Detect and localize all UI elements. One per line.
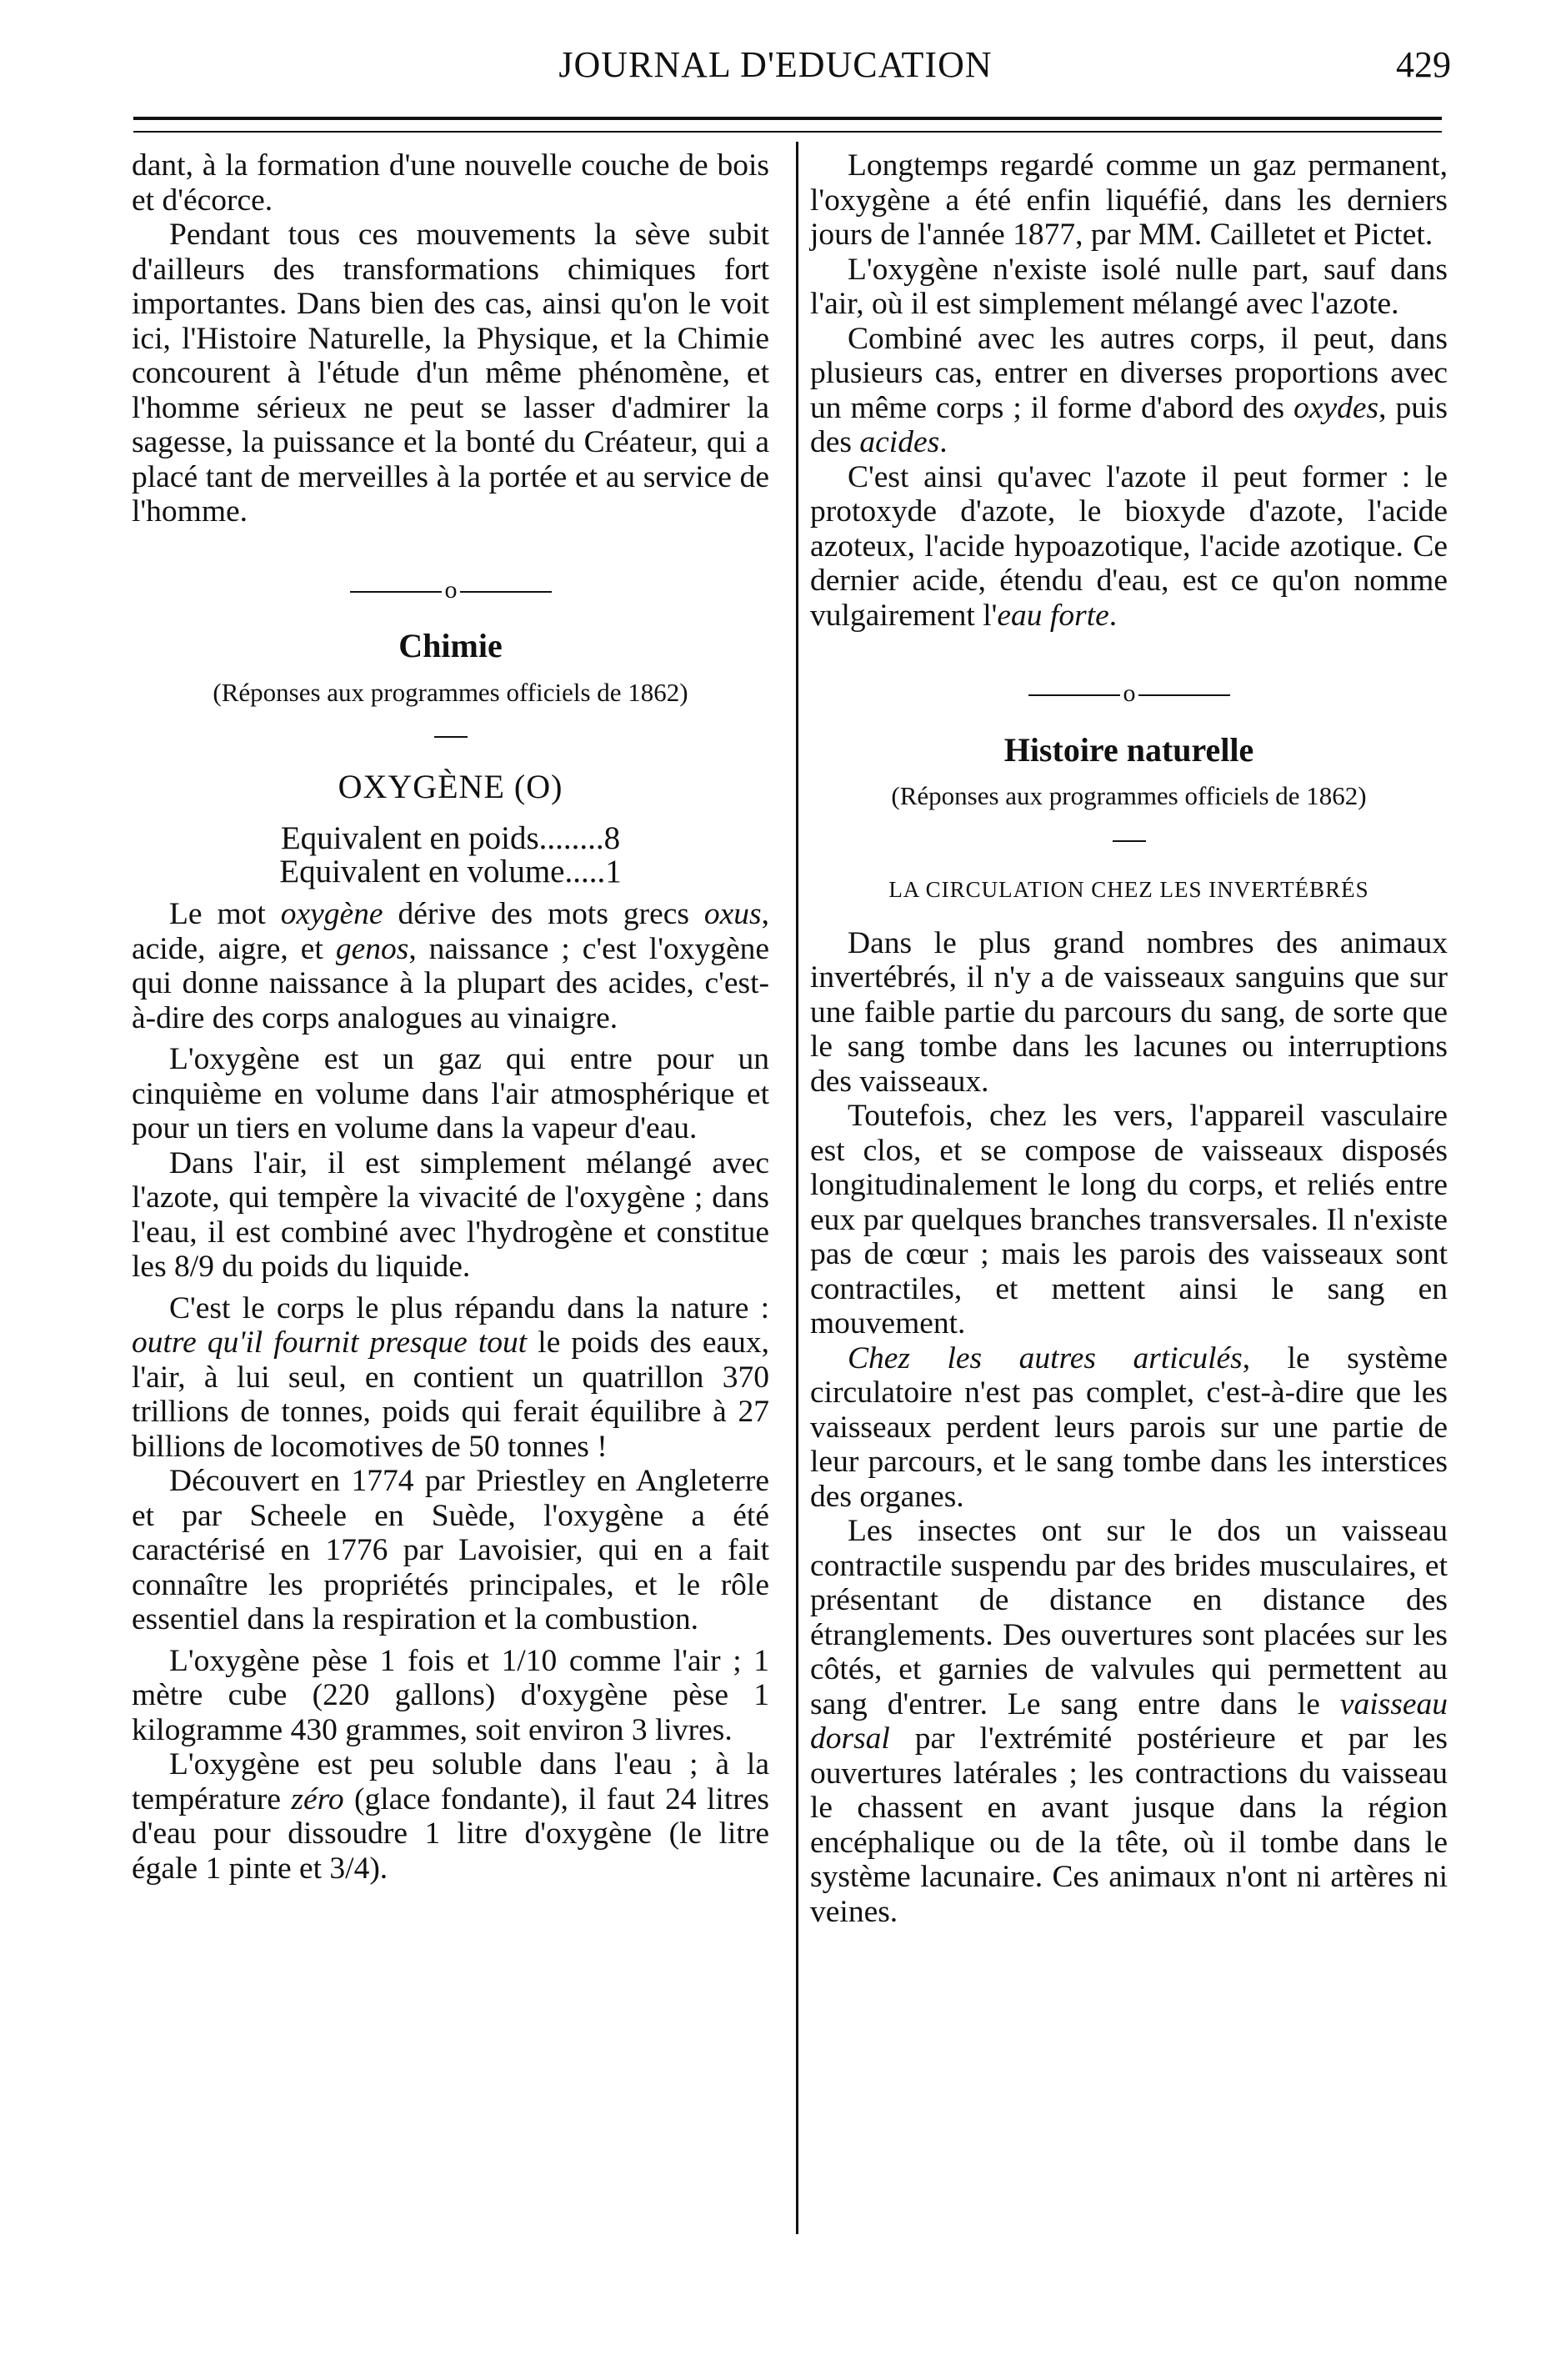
right-paragraph-3: Combiné avec les autres corps, il peut, dans plusieurs cas, entrer en diverses proportions avec un même corps ; il forme d'abord des oxydes, puis des acides. — [810, 321, 1448, 459]
section-title-chimie: Chimie — [398, 627, 503, 664]
left-paragraph-9: L'oxygène est peu soluble dans l'eau ; à la température zéro (glace fondante), il faut 24 litres d'eau pour dissoudre 1 litre d'oxygène (le litre égale 1 pinte et 3/4). — [132, 1747, 769, 1886]
right-paragraph-4: C'est ainsi qu'avec l'azote il peut former : le protoxyde d'azote, le bioxyde d'azote, l'acide azoteux, l'acide hypoazotique, l'acide azotique. Ce dernier acide, étendu d'eau, est ce qu'on nomme vulgairement l'eau forte. — [810, 459, 1448, 633]
right-paragraph-6: Toutefois, chez les vers, l'appareil vasculaire est clos, et se compose de vaisseaux disposés longitudinalement le long du corps, et reliés entre eux par quelques branches transversales. Il n'existe pas de cœur ; mais les parois des vaisseaux sont contractiles, et mettent ainsi le sang en mouvement. — [810, 1099, 1448, 1340]
equivalent-volume: Equivalent en volume.....1 — [279, 854, 622, 889]
right-paragraph-2: L'oxygène n'existe isolé nulle part, sauf dans l'air, où il est simplement mélangé avec l'azote. — [810, 252, 1448, 321]
left-paragraph-7: Découvert en 1774 par Priestley en Angleterre et par Scheele en Suède, l'oxygène a été caractérisé en 1776 par Lavoisier, qui en a fait connaître les propriétés principales, et le rôle essentiel dans la respiration et la combustion. — [132, 1464, 769, 1636]
topic-title: LA CIRCULATION CHEZ LES INVERTÉBRÉS — [888, 877, 1369, 902]
right-column — [810, 148, 1448, 1929]
left-paragraph-8: L'oxygène pèse 1 fois et 1/10 comme l'air ; 1 mètre cube (220 gallons) d'oxygène pèse 1 kilogramme 430 grammes, soit environ 3 livres. — [132, 1643, 769, 1747]
element-title: OXYGÈNE (O) — [338, 767, 563, 805]
left-paragraph-4: L'oxygène est un gaz qui entre pour un cinquième en volume dans l'air atmosphérique et pour un tiers en volume dans la vapeur d'eau. — [132, 1042, 769, 1145]
left-paragraph-2: Pendant tous ces mouvements la sève subit d'ailleurs des transformations chimiques fort importantes. Dans bien des cas, ainsi qu'on le voit ici, l'Histoire Naturelle, la Physique, et la Chimie concourent à l'étude d'un même phénomène, et l'homme sérieux ne peut se lasser d'admirer la sagesse, la puissance et la bonté du Créateur, qui a placé tant de merveilles à la portée et au service de l'homme. — [132, 218, 769, 529]
header-rule-thick — [133, 117, 1442, 120]
section-subtitle: (Réponses aux programmes officiels de 1862) — [213, 677, 688, 707]
right-paragraph-8: Les insectes ont sur le dos un vaisseau contractile suspendu par des brides musculaires, et présentant de distance en distance des étranglements. Des ouvertures sont placées sur les côtés, et garnies de valvules qui permettent au sang d'entrer. Le sang entre dans le vaisseau dorsal par l'extrémité postérieure et par les ouvertures latérales ; les contractions du vaisseau le chassent en avant jusque dans la région encéphalique ou de la tête, où il tombe dans le système lacunaire. Ces animaux n'ont ni artères ni veines. — [810, 1514, 1448, 1929]
equivalent-weight: Equivalent en poids........8 — [280, 820, 621, 856]
section-subtitle: (Réponses aux programmes officiels de 1862) — [891, 781, 1367, 810]
left-paragraph-6: C'est le corps le plus répandu dans la nature : outre qu'il fournit presque tout le poids des eaux, l'air, à lui seul, en contient un quatrillon 370 trillions de tonnes, poids qui ferait équilibre à 27 billions de locomotives de 50 tonnes ! — [132, 1290, 769, 1464]
left-paragraph-1: dant, à la formation d'une nouvelle couche de bois et d'écorce. — [132, 148, 769, 218]
section-title-histoire-naturelle: Histoire naturelle — [1003, 730, 1254, 769]
subtitle-dash — [132, 718, 769, 753]
right-paragraph-1: Longtemps regardé comme un gaz permanent, l'oxygène a été enfin liquéfié, dans les derniers jours de l'année 1877, par MM. Cailletet et Pictet. — [810, 148, 1448, 252]
running-header-title: JOURNAL D'EDUCATION — [558, 44, 993, 85]
page-number: 429 — [1396, 44, 1451, 85]
right-paragraph-7: Chez les autres articulés, le système circulatoire n'est pas complet, c'est-à-dire que les vaisseaux perdent leurs parois sur une partie de leur parcours, et le sang tombe dans les interstices des organes. — [810, 1340, 1448, 1514]
section-separator: o — [132, 573, 769, 608]
left-paragraph-5: Dans l'air, il est simplement mélangé avec l'azote, qui tempère la vivacité de l'oxygène ; dans l'eau, il est combiné avec l'hydrogène et constitue les 8/9 du poids du liquide. — [132, 1145, 769, 1284]
column-divider — [796, 142, 798, 2234]
left-column — [132, 148, 769, 1886]
left-paragraph-3: Le mot oxygène dérive des mots grecs oxus, acide, aigre, et genos, naissance ; c'est l'oxygène qui donne naissance à la plupart des acides, c'est-à-dire des corps analogues au vinaigre. — [132, 897, 770, 1035]
header-rule-thin — [133, 131, 1442, 133]
subtitle-dash — [810, 822, 1448, 857]
section-separator: o — [810, 676, 1448, 711]
right-paragraph-5: Dans le plus grand nombres des animaux invertébrés, il n'y a de vaisseaux sanguins que sur une faible partie du parcours du sang, de sorte que le sang tombe dans les lacunes ou interruptions des vaisseaux. — [810, 925, 1448, 1099]
